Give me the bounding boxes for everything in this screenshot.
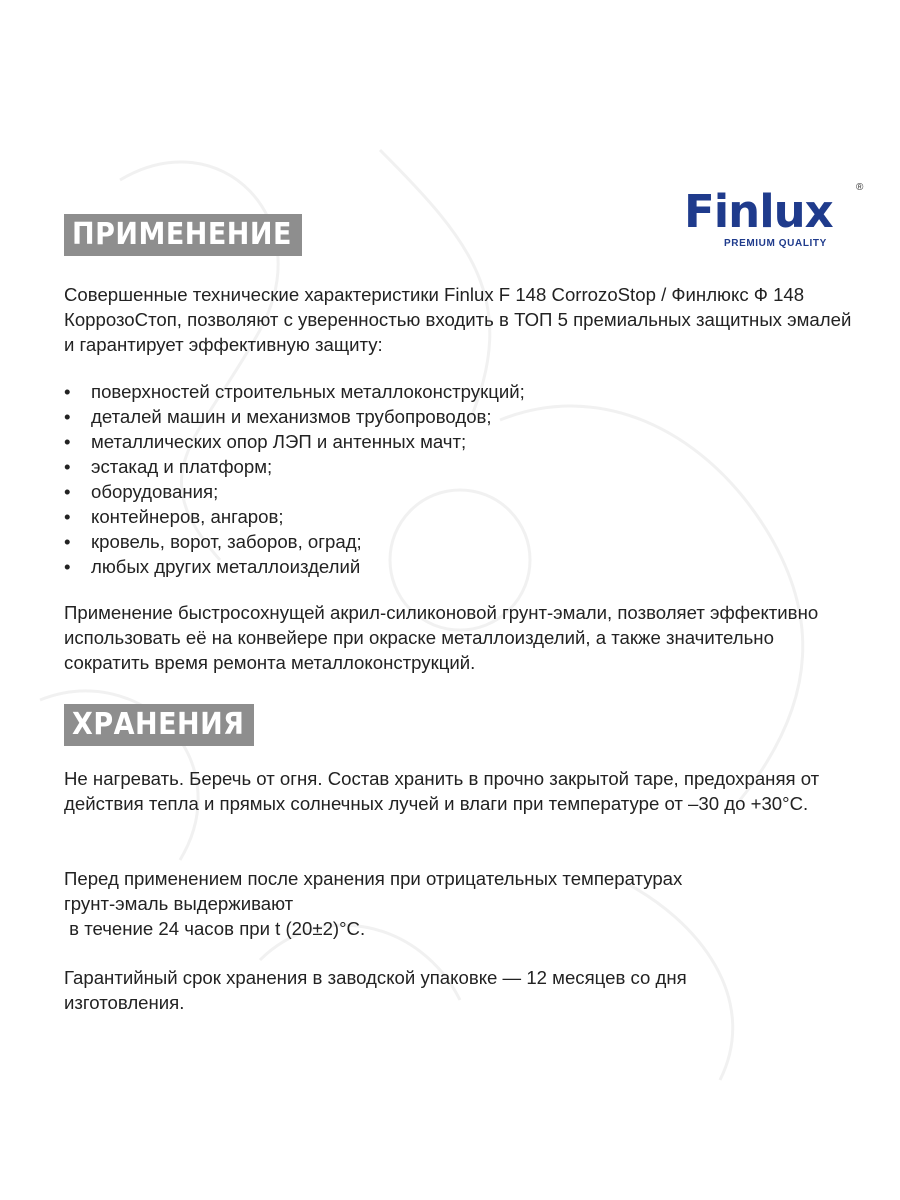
application-intro: Совершенные технические характеристики Finlux F 148 CorrozoStop / Финлюкс Ф 148 КоррозоСтоп, позволяют с уверенностью входить в ТОП 5 премиальных защитных эмалей и гарантирует эффективную защиту: [64, 284, 852, 355]
list-item [64, 554, 525, 579]
storage-paragraph-3: Гарантийный срок хранения в заводской упаковке — 12 месяцев со дня изготовления. [64, 967, 687, 1013]
bullet-icon: • [64, 456, 71, 477]
bullet-icon: • [64, 481, 71, 502]
list-item [64, 454, 525, 479]
finlux-logo [684, 182, 874, 256]
storage-paragraph-2-line: Перед применением после хранения при отрицательных температурах [64, 868, 683, 889]
storage-paragraph-2-line: в течение 24 часов при t (20±2)°С. [64, 918, 366, 939]
storage-paragraph-2-line: грунт-эмаль выдерживают [64, 893, 294, 914]
registered-mark: ® [856, 182, 864, 193]
storage-heading: ХРАНЕНИЯ [64, 704, 254, 746]
list-item [64, 429, 525, 454]
bullet-icon: • [64, 431, 71, 452]
list-item [64, 379, 525, 404]
logo-tagline: PREMIUM QUALITY [724, 238, 827, 249]
list-item [64, 479, 525, 504]
application-outro: Применение быстросохнущей акрил-силиконовой грунт-эмали, позволяет эффективно использовать её на конвейере при окраске металлоизделий, а также значительно сократить время ремонта металлоконструкций. [64, 602, 819, 673]
list-item-text: любых других металлоизделий [91, 556, 361, 577]
list-item-text: металлических опор ЛЭП и антенных мачт; [91, 431, 467, 452]
list-item-text: контейнеров, ангаров; [91, 506, 284, 527]
list-item [64, 504, 525, 529]
logo-wordmark: Finlux [684, 185, 833, 238]
bullet-icon: • [64, 531, 71, 552]
list-item [64, 529, 525, 554]
storage-paragraph-1: Не нагревать. Беречь от огня. Состав хранить в прочно закрытой таре, предохраняя от действия тепла и прямых солнечных лучей и влаги при температуре от –30 до +30°С. [64, 768, 820, 814]
list-item-text: кровель, ворот, заборов, оград; [91, 531, 362, 552]
bullet-icon: • [64, 381, 71, 402]
list-item-text: эстакад и платформ; [91, 456, 273, 477]
list-item-text: поверхностей строительных металлоконструкций; [91, 381, 525, 402]
application-heading: ПРИМЕНЕНИЕ [64, 214, 302, 256]
list-item [64, 404, 525, 429]
bullet-icon: • [64, 506, 71, 527]
storage-paragraph-2 [64, 866, 854, 941]
list-item-text: оборудования; [91, 481, 219, 502]
list-item-text: деталей машин и механизмов трубопроводов; [91, 406, 492, 427]
application-list [64, 379, 525, 579]
bullet-icon: • [64, 406, 71, 427]
bullet-icon: • [64, 556, 71, 577]
